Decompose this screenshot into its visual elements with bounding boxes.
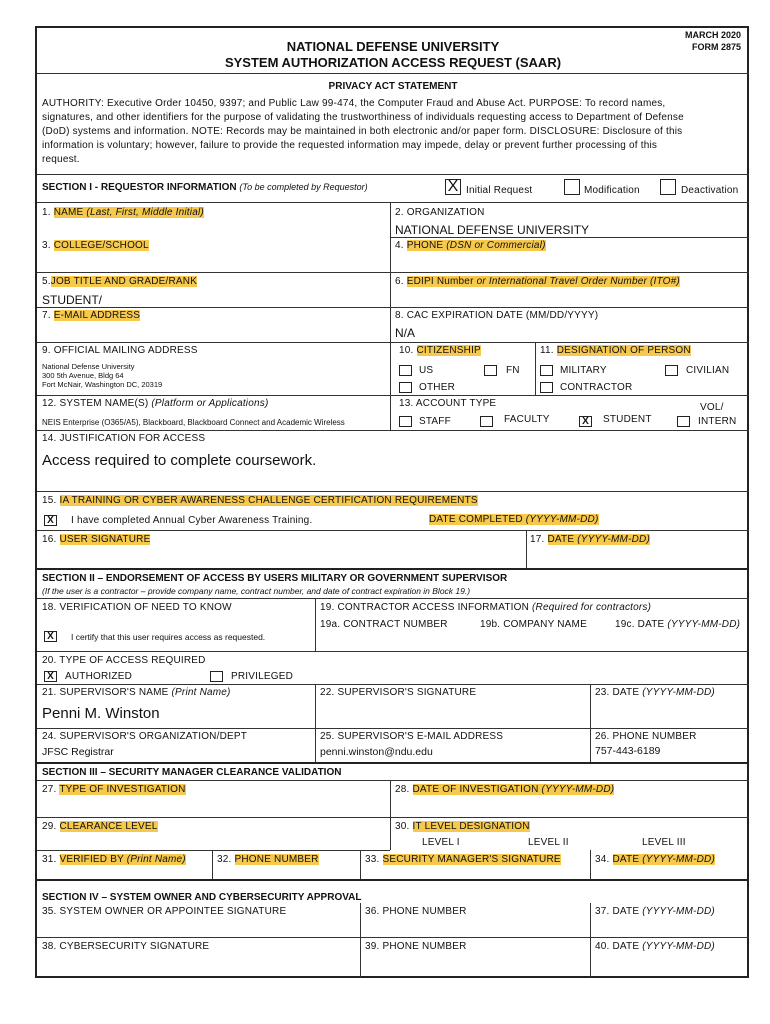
need-to-know-label: 18. VERIFICATION OF NEED TO KNOW (42, 602, 232, 613)
need-to-know-text: I certify that this user requires access as requested. (71, 632, 266, 642)
citizenship-other-checkbox[interactable] (399, 382, 412, 393)
initial-request-checkbox[interactable]: X (445, 179, 461, 195)
account-staff-label: STAFF (419, 416, 451, 427)
organization-label: 2. ORGANIZATION (395, 207, 485, 218)
modification-label: Modification (584, 185, 640, 196)
section2-title: SECTION II – ENDORSEMENT OF ACCESS BY USERS MILITARY OR GOVERNMENT SUPERVISOR (42, 573, 508, 584)
designation-civilian-label: CIVILIAN (686, 365, 730, 376)
it-level-2-label[interactable]: LEVEL II (528, 837, 569, 848)
designation-military-label: MILITARY (560, 365, 607, 376)
mailing-address-line3: Fort McNair, Washington DC, 20319 (42, 380, 163, 389)
account-student-label: STUDENT (603, 414, 652, 425)
section4-title: SECTION IV – SYSTEM OWNER AND CYBERSECURITY APPROVAL (42, 892, 362, 903)
designation-contractor-checkbox[interactable] (540, 382, 553, 393)
supervisor-date-label: 23. DATE (YYYY-MM-DD) (595, 687, 715, 698)
account-faculty-label: FACULTY (504, 414, 550, 425)
job-title-label: 5.JOB TITLE AND GRADE/RANK (42, 276, 198, 287)
it-level-label: 30. IT LEVEL DESIGNATION (395, 821, 530, 832)
saar-form (35, 26, 749, 978)
name-label: 1. NAME (Last, First, Middle Initial) (42, 207, 204, 218)
security-manager-date-label: 34. DATE (YYYY-MM-DD) (595, 854, 715, 865)
privacy-line5: request. (42, 154, 80, 165)
account-type-label: 13. ACCOUNT TYPE (399, 398, 497, 409)
security-manager-signature-label: 33. SECURITY MANAGER'S SIGNATURE (365, 854, 561, 865)
justification-label: 14. JUSTIFICATION FOR ACCESS (42, 433, 206, 444)
designation-civilian-checkbox[interactable] (665, 365, 678, 376)
privacy-line2: signatures, and other identifiers for the purpose of validating the trustworthiness of individuals requesting access to Department of Defense (42, 112, 684, 123)
supervisor-name-value[interactable]: Penni M. Winston (42, 705, 160, 722)
account-vol-intern-checkbox[interactable] (677, 416, 690, 427)
phone-label: 4. PHONE (DSN or Commercial) (395, 240, 546, 251)
contract-number-label: 19a. CONTRACT NUMBER (320, 619, 448, 630)
section1-title: SECTION I - REQUESTOR INFORMATION (42, 182, 237, 193)
ia-training-checkbox[interactable]: X (44, 515, 57, 526)
initial-request-label: Initial Request (466, 185, 533, 196)
section3-title: SECTION III – SECURITY MANAGER CLEARANCE VALIDATION (42, 767, 342, 778)
access-authorized-checkbox[interactable]: X (44, 671, 57, 682)
cac-expiration-label: 8. CAC EXPIRATION DATE (MM/DD/YYYY) (395, 310, 599, 321)
modification-checkbox[interactable] (564, 179, 580, 195)
citizenship-us-label: US (419, 365, 434, 376)
system-owner-phone-label: 36. PHONE NUMBER (365, 906, 467, 917)
citizenship-us-checkbox[interactable] (399, 365, 412, 376)
supervisor-phone-value[interactable]: 757-443-6189 (595, 745, 661, 757)
form-number: FORM 2875 (691, 42, 741, 52)
contractor-info-label: 19. CONTRACTOR ACCESS INFORMATION (Required for contractors) (320, 602, 652, 613)
college-label: 3. COLLEGE/SCHOOL (42, 240, 149, 251)
access-authorized-label: AUTHORIZED (65, 671, 132, 682)
citizenship-label: 10. CITIZENSHIP (399, 345, 481, 356)
designation-contractor-label: CONTRACTOR (560, 382, 633, 393)
privacy-line1: AUTHORITY: Executive Order 10450, 9397; and Public Law 99-474, the Computer Fraud and Abuse Act. PURPOSE: To record names, (42, 98, 666, 109)
section2-note: (If the user is a contractor – provide company name, contract number, and date of contract expiration in Block 19.) (42, 586, 471, 596)
cybersecurity-phone-label: 39. PHONE NUMBER (365, 941, 467, 952)
user-signature-label: 16. USER SIGNATURE (42, 534, 151, 545)
ia-training-label: 15. IA TRAINING OR CYBER AWARENESS CHALLENGE CERTIFICATION REQUIREMENTS (42, 495, 478, 506)
supervisor-phone-label: 26. PHONE NUMBER (595, 731, 697, 742)
system-owner-date-label: 37. DATE (YYYY-MM-DD) (595, 906, 715, 917)
supervisor-signature-label: 22. SUPERVISOR'S SIGNATURE (320, 687, 477, 698)
supervisor-org-label: 24. SUPERVISOR'S ORGANIZATION/DEPT (42, 731, 248, 742)
verified-by-label: 31. VERIFIED BY (Print Name) (42, 854, 186, 865)
designation-label: 11. DESIGNATION OF PERSON (540, 345, 691, 356)
form-title-line1: NATIONAL DEFENSE UNIVERSITY (286, 39, 500, 54)
clearance-level-label: 29. CLEARANCE LEVEL (42, 821, 158, 832)
supervisor-email-value[interactable]: penni.winston@ndu.edu (320, 746, 433, 758)
account-faculty-checkbox[interactable] (480, 416, 493, 427)
edipi-label: 6. EDIPI Number or International Travel Order Number (ITO#) (395, 276, 680, 287)
privacy-title: PRIVACY ACT STATEMENT (328, 81, 458, 92)
organization-value[interactable]: NATIONAL DEFENSE UNIVERSITY (395, 223, 590, 237)
account-student-checkbox[interactable]: X (579, 416, 592, 427)
supervisor-org-value[interactable]: JFSC Registrar (42, 746, 114, 758)
privacy-line4: information is voluntary; however, failure to provide the requested information may impede, delay or prevent further processing of this (42, 140, 658, 151)
supervisor-email-label: 25. SUPERVISOR'S E-MAIL ADDRESS (320, 731, 504, 742)
it-level-1-label[interactable]: LEVEL I (422, 837, 460, 848)
system-names-label: 12. SYSTEM NAME(S) (Platform or Applications) (42, 398, 269, 409)
cac-expiration-value[interactable]: N/A (395, 326, 416, 340)
account-intern-label: INTERN (698, 416, 737, 427)
job-title-value[interactable]: STUDENT/ (42, 293, 102, 307)
section1-note: (To be completed by Requestor) (239, 182, 368, 192)
system-names-value[interactable]: NEIS Enterprise (O365/A5), Blackboard, Blackboard Connect and Academic Wireless (42, 418, 345, 427)
email-label: 7. E-MAIL ADDRESS (42, 310, 141, 321)
access-privileged-label: PRIVILEGED (231, 671, 294, 682)
account-staff-checkbox[interactable] (399, 416, 412, 427)
it-level-3-label[interactable]: LEVEL III (642, 837, 686, 848)
citizenship-other-label: OTHER (419, 382, 455, 393)
account-vol-label: VOL/ (700, 402, 724, 413)
citizenship-fn-checkbox[interactable] (484, 365, 497, 376)
system-owner-signature-label: 35. SYSTEM OWNER OR APPOINTEE SIGNATURE (42, 906, 287, 917)
mailing-address-label: 9. OFFICIAL MAILING ADDRESS (42, 345, 198, 356)
deactivation-checkbox[interactable] (660, 179, 676, 195)
form-title-line2: SYSTEM AUTHORIZATION ACCESS REQUEST (SAAR) (224, 55, 562, 70)
need-to-know-checkbox[interactable]: X (44, 631, 57, 642)
access-privileged-checkbox[interactable] (210, 671, 223, 682)
ia-date-completed-label: DATE COMPLETED (YYYY-MM-DD) (429, 514, 599, 525)
deactivation-label: Deactivation (681, 185, 739, 196)
contract-date-label: 19c. DATE (YYYY-MM-DD) (615, 619, 741, 630)
access-type-label: 20. TYPE OF ACCESS REQUIRED (42, 655, 206, 666)
company-name-label: 19b. COMPANY NAME (480, 619, 587, 630)
form-date: MARCH 2020 (684, 30, 741, 40)
user-signature-date-label: 17. DATE (YYYY-MM-DD) (530, 534, 650, 545)
supervisor-name-label: 21. SUPERVISOR'S NAME (Print Name) (42, 687, 231, 698)
mailing-address-line2: 300 5th Avenue, Bldg 64 (42, 371, 124, 380)
cybersecurity-signature-label: 38. CYBERSECURITY SIGNATURE (42, 941, 210, 952)
investigation-type-label: 27. TYPE OF INVESTIGATION (42, 784, 186, 795)
citizenship-fn-label: FN (506, 365, 520, 376)
designation-military-checkbox[interactable] (540, 365, 553, 376)
cybersecurity-date-label: 40. DATE (YYYY-MM-DD) (595, 941, 715, 952)
ia-training-text: I have completed Annual Cyber Awareness Training. (71, 515, 313, 526)
justification-value[interactable]: Access required to complete coursework. (42, 452, 317, 469)
privacy-line3: (DoD) systems and information. NOTE: Records may be maintained in both electronic and/or paper form. DISCLOSURE: Disclosure of this (42, 126, 683, 137)
investigation-date-label: 28. DATE OF INVESTIGATION (YYYY-MM-DD) (395, 784, 615, 795)
mailing-address-line1: National Defense University (42, 362, 135, 371)
verified-phone-label: 32. PHONE NUMBER (217, 854, 319, 865)
section1-header (42, 182, 368, 193)
